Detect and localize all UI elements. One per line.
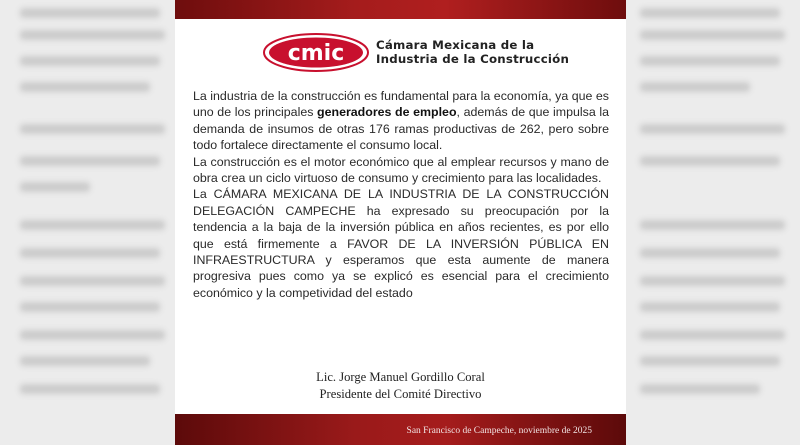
cmic-logo-mark-icon bbox=[263, 33, 369, 72]
logo-title bbox=[376, 38, 569, 66]
logo-mark-text: cmic bbox=[287, 41, 345, 66]
signature-role: Presidente del Comité Directivo bbox=[319, 387, 482, 401]
paragraph-3: La CÁMARA MEXICANA DE LA INDUSTRIA DE LA CONSTRUCCIÓN DELEGACIÓN CAMPECHE ha expresado su preocupación por la tendencia a la baja de la inversión pública en años recientes, es por ello que está firmemente a FAVOR DE LA INVERSIÓN PÚBLICA EN INFRAESTRUCTURA y esperamos que esta aumente de manera progresiva pues como ya se explicó es esencial para el crecimiento económico y la competividad del estado bbox=[193, 187, 609, 300]
cmic-logo bbox=[263, 33, 570, 73]
top-band bbox=[175, 0, 626, 19]
footer-place-date: San Francisco de Campeche, noviembre de 2025 bbox=[406, 426, 592, 436]
paragraph-1 bbox=[193, 88, 609, 154]
paragraph-1-end: , además de que impulsa la demanda de insumos de otras 176 ramas productivas de 262, pero sobre todo fortalece directamente el consumo local. bbox=[193, 105, 609, 153]
statement-body bbox=[193, 88, 609, 301]
paragraph-2: La construcción es el motor económico que al emplear recursos y mano de obra crea un ciclo virtuoso de consumo y crecimiento para las localidades. bbox=[193, 154, 609, 186]
press-release-card bbox=[175, 0, 626, 445]
paragraph-1-start: La industria de la construcción es fundamental para la economía, ya que es uno de los principales bbox=[193, 89, 609, 120]
bottom-band bbox=[175, 414, 626, 445]
paragraph-1-bold: generadores de empleo bbox=[317, 105, 457, 120]
logo-title-line2: Industria de la Construcción bbox=[376, 52, 570, 66]
logo-title-line1: Cámara Mexicana de la bbox=[376, 38, 535, 52]
signature-name: Lic. Jorge Manuel Gordillo Coral bbox=[316, 370, 485, 384]
